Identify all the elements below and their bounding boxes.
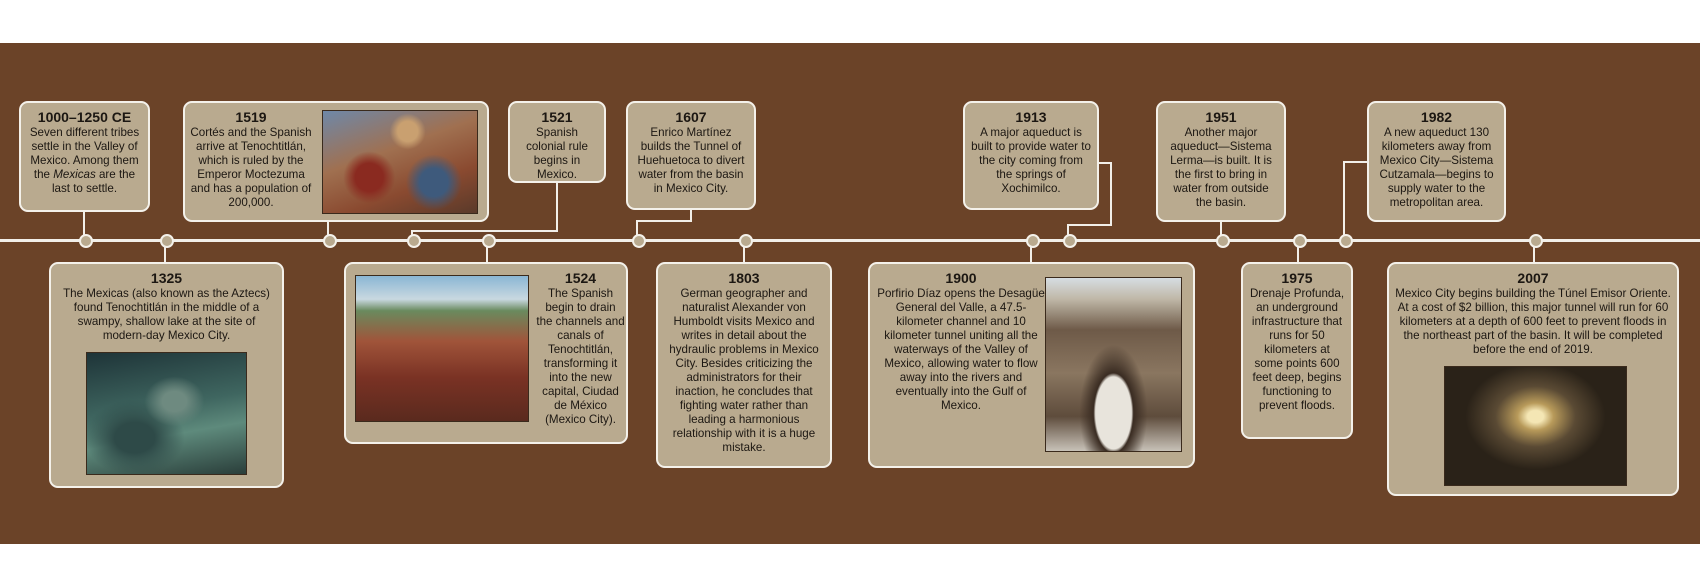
timeline-dot xyxy=(739,234,753,248)
timeline-dot xyxy=(1216,234,1230,248)
timeline-dot xyxy=(1529,234,1543,248)
event-text: Spanish colonial rule begins in Mexico. xyxy=(526,126,588,181)
connector xyxy=(556,181,558,231)
event-card-1000 xyxy=(19,101,150,212)
event-card-1975 xyxy=(1241,262,1353,439)
event-year: 1951 xyxy=(1205,109,1237,125)
event-card-2007 xyxy=(1387,262,1679,496)
event-text: Enrico Martínez builds the Tunnel of Huehuetoca to divert water from the basin in Mexico City. xyxy=(637,126,745,195)
timeline-axis xyxy=(0,239,1700,242)
event-card-1982 xyxy=(1367,101,1506,222)
event-text: Mexico City begins building the Túnel Emisor Oriente. At a cost of $2 billion, this major tunnel will run for 60 kilometers at a depth of 600 feet to prevent floods in the northeast part of the basin. It will be completed before the end of 2019. xyxy=(1395,287,1671,356)
event-card-1900 xyxy=(868,262,1195,468)
timeline-dot xyxy=(482,234,496,248)
connector xyxy=(1344,161,1369,163)
event-text: Porfirio Díaz opens the Desagüe General del Valle, a 47.5-kilometer channel and 10 kilometer tunnel uniting all the waterways of the Valley of Mexico, allowing water to flow away into the rivers and eventually into the Gulf of Mexico. xyxy=(877,287,1045,412)
event-year: 1803 xyxy=(728,270,760,286)
event-text: Drenaje Profunda, an underground infrastructure that runs for 50 kilometers at some points 600 feet deep, begins functioning to prevent floods. xyxy=(1249,287,1345,412)
timeline-dot xyxy=(323,234,337,248)
event-text: The Spanish begin to drain the channels and canals of Tenochtitlán, transforming it into the new capital, Ciudad de México (Mexico City). xyxy=(536,287,625,426)
event-card-1325 xyxy=(49,262,284,488)
event-year: 1521 xyxy=(541,109,573,125)
event-card-1803 xyxy=(656,262,832,468)
event-year: 1900 xyxy=(945,270,977,286)
city-painting-image xyxy=(355,275,529,422)
event-text: The Mexicas (also known as the Aztecs) found Tenochtitlán in the middle of a swampy, shallow lake at the site of modern-day Mexico City. xyxy=(63,287,270,342)
event-year: 1325 xyxy=(150,270,183,286)
painting-image xyxy=(322,110,478,214)
tunnel-construction-image xyxy=(1444,366,1627,486)
aerial-map-image xyxy=(86,352,247,475)
tunnel-photo-image xyxy=(1045,277,1182,452)
connector xyxy=(1067,224,1112,226)
connector xyxy=(411,230,558,232)
connector xyxy=(1110,162,1112,226)
event-year: 1519 xyxy=(235,109,267,125)
timeline-dot xyxy=(1339,234,1353,248)
event-year: 1913 xyxy=(1015,109,1047,125)
event-text: Cortés and the Spanish arrive at Tenochtitlán, which is ruled by the Emperor Moctezuma and has a population of 200,000. xyxy=(190,126,312,209)
event-text: Another major aqueduct—Sistema Lerma—is built. It is the first to bring in water from outside the basin. xyxy=(1170,126,1272,209)
event-card-1521 xyxy=(508,101,606,183)
event-year: 1975 xyxy=(1281,270,1313,286)
event-text: German geographer and naturalist Alexander von Humboldt visits Mexico and writes in detail about the hydraulic problems in Mexico City. Besides criticizing the administrators for their inaction, he concludes that fighting water rather than leading a harmonious relationship with it is a huge mistake. xyxy=(669,287,819,454)
event-text-italic: Mexicas xyxy=(53,168,96,181)
timeline-dot xyxy=(407,234,421,248)
timeline-dot xyxy=(632,234,646,248)
event-year: 1524 xyxy=(564,270,597,286)
event-text: Seven different tribes settle in the Valley of Mexico. Among them the Mexicas are the last to settle. xyxy=(29,126,140,195)
connector xyxy=(636,220,692,222)
timeline-dot xyxy=(1063,234,1077,248)
event-card-1524 xyxy=(344,262,628,444)
event-card-1951 xyxy=(1156,101,1286,222)
event-text: A new aqueduct 130 kilometers away from Mexico City—Sistema Cutzamala—begins to supply water to the metropolitan area. xyxy=(1379,126,1494,209)
timeline-dot xyxy=(79,234,93,248)
event-card-1913 xyxy=(963,101,1099,210)
event-year: 2007 xyxy=(1517,270,1549,286)
timeline-dot xyxy=(1026,234,1040,248)
event-text: A major aqueduct is built to provide water to the city coming from the springs of Xochimilco. xyxy=(971,126,1091,195)
timeline-dot xyxy=(1293,234,1307,248)
timeline-dot xyxy=(160,234,174,248)
connector xyxy=(1343,161,1345,240)
event-card-1519 xyxy=(183,101,489,222)
event-year: 1982 xyxy=(1420,109,1453,125)
event-year: 1607 xyxy=(675,109,707,125)
event-card-1607 xyxy=(626,101,756,210)
event-year: 1000–1250 CE xyxy=(37,109,132,125)
